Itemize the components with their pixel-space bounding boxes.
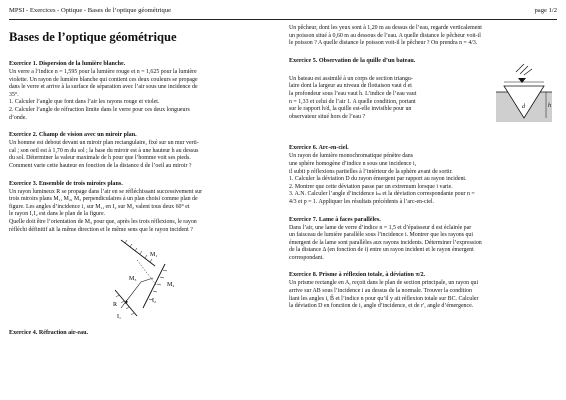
text-line: Un bateau est assimilé à un corps de section triangu- bbox=[289, 75, 413, 82]
mirror-m1-hatching bbox=[125, 240, 152, 262]
exercise-title: Exercice 1. Dispersion de la lumière blanche. bbox=[9, 61, 126, 67]
text-line: 3. A.N. Calculer l’angle d’incidence iₘ et la déviation correspondante pour n = bbox=[289, 191, 475, 198]
label-h: h bbox=[548, 102, 551, 109]
light-ray-path bbox=[121, 278, 153, 308]
label-i2: I₂ bbox=[152, 298, 157, 305]
mirror-m2-hatching bbox=[149, 270, 167, 300]
page-number: page 1/2 bbox=[534, 7, 557, 14]
text-line: Un pêcheur, dont les yeux sont à 1,20 m au dessus de l’eau, regarde verticalement bbox=[289, 25, 482, 31]
text-line: un poisson situé à 0,60 m au dessous de l’eau. A quelle distance le pêcheur voit-il bbox=[289, 32, 481, 39]
document-title: Bases de l’optique géométrique bbox=[9, 30, 177, 44]
text-line: Comment varie cette hauteur en fonction de la distance d de l’oeil au miroir ? bbox=[9, 162, 192, 169]
exercise-title: Exercice 7. Lame à faces parallèles. bbox=[289, 216, 381, 223]
spacer bbox=[289, 130, 557, 144]
label-m3: M₃ bbox=[129, 276, 137, 283]
text-line: n = 1,33 et celui de l’air 1. A quelle condition, portant bbox=[289, 98, 416, 105]
right-column bbox=[289, 25, 557, 320]
exercise-title: Exercice 2. Champ de vision avec un miroir plan. bbox=[9, 132, 137, 139]
text-line: un faisceau de lumière parallèle sous l’incidence i. Montrer que les rayons qui bbox=[289, 232, 474, 239]
text-line: Un rayon lumineux R se propage dans l’air en se réfléchissant successivement sur bbox=[9, 188, 203, 195]
text-line: réfléchi définitif ait la même direction et le même sens que le rayon incident ? bbox=[9, 226, 193, 233]
text-line: 4/3 et p = 1. Appliquer les résultats précédents à l’arc-en-ciel. bbox=[289, 198, 434, 205]
exercise-body bbox=[9, 69, 279, 122]
text-line: Dans l’air, une lame de verre d’indice n = 1,5 et d’épaisseur d est éclairée par bbox=[289, 224, 472, 231]
exercise-4-continued bbox=[289, 25, 557, 48]
text-line: la profondeur sous l’eau vaut h. L’indice de l’eau vaut bbox=[289, 90, 417, 97]
text-line: dans le verre et arrive à la surface de séparation avec l’air sous une incidence de bbox=[9, 84, 198, 91]
exercise-1 bbox=[9, 60, 279, 122]
exercise-title: Exercice 8. Prisme à réflexion totale, à déviation π/2. bbox=[289, 272, 426, 279]
label-d: d bbox=[522, 103, 525, 110]
exercise-title: Exercice 3. Ensemble de trois miroirs plans. bbox=[9, 180, 123, 187]
header-course-title: MPSI - Exercices - Optique - Bases de l’optique géométrique bbox=[9, 7, 172, 14]
text-line: Quelle doit être l’orientation de M₃ pour que, après les trois réflexions, le rayon bbox=[9, 218, 197, 225]
exercise-3 bbox=[9, 180, 279, 321]
label-i1: I₁ bbox=[117, 314, 122, 321]
text-line: 2. Montrer que cette déviation passe par un extremum lorsque i varie. bbox=[289, 183, 453, 190]
text-line: la déviation D en fonction de i, angle d’incidence, et de r′, angle d’émergence. bbox=[289, 303, 474, 310]
text-line: violette. Un rayon de lumière blanche qui contient ces deux couleurs se propage bbox=[9, 76, 198, 83]
exercise-6 bbox=[289, 144, 557, 206]
text-line: correspondant. bbox=[289, 254, 324, 261]
exercise-5 bbox=[289, 57, 557, 122]
exercise-title: Exercice 4. Réfraction air-eau. bbox=[9, 330, 89, 337]
text-line: de la distance Δ (en fonction de i) entre un rayon incident et le rayon émergent bbox=[289, 247, 474, 254]
text-line: du sol. Déterminer la valeur maximale de h pour que l’homme voit ses pieds. bbox=[9, 155, 191, 162]
three-mirrors-figure bbox=[9, 234, 279, 320]
text-line: 1. Calculer la déviation D du rayon émergent par rapport au rayon incident. bbox=[289, 176, 467, 183]
text-line: Un verre a l’indice n = 1,595 pour la lumière rouge et n = 1,625 pour la lumière bbox=[9, 69, 197, 75]
label-r: R bbox=[113, 302, 118, 309]
text-line: figure. Les angles d’incidence i₁ sur M₁, en I₂ sur M₂ valent tous deux 60° et bbox=[9, 203, 190, 210]
exercise-8 bbox=[289, 271, 557, 310]
text-line: arrive sur AB sous l’incidence i au dessus de la normale. Trouver la condition bbox=[289, 288, 472, 295]
exercise-body bbox=[289, 225, 557, 263]
text-line: laire dont la largeur au niveau de flottaison vaut d et bbox=[289, 83, 412, 90]
exercise-2 bbox=[9, 131, 279, 170]
boat-keel-figure bbox=[494, 60, 554, 124]
text-line: il subit p réflexions partielles à l’intérieur de la sphère avant de sortir. bbox=[289, 168, 453, 175]
text-line: le rayon I₁I₂ est dans le plan de la figure. bbox=[9, 211, 106, 218]
text-line: 2. Calculer l’angle de réfraction limite dans le verre pour ces deux longueurs bbox=[9, 106, 190, 113]
text-line: 35°. bbox=[9, 91, 19, 98]
text-line: Un rayon de lumière monochromatique pénètre dans bbox=[289, 153, 413, 160]
eye-icon bbox=[516, 64, 532, 83]
text-line: observateur situé hors de l’eau ? bbox=[289, 113, 366, 120]
text-line: Un prisme rectangle en A, reçoit dans le plan de section principale, un rayon qui bbox=[289, 280, 479, 287]
label-m2: M₂ bbox=[167, 282, 175, 289]
exercise-7 bbox=[289, 216, 557, 263]
text-line: le poisson ? A quelle distance le poisson voit-il le pêcheur ? On prendra n = 4/3. bbox=[289, 40, 478, 47]
text-line: sur le rapport h/d, la quille est-elle invisible pour un bbox=[289, 106, 412, 113]
label-m1: M₁ bbox=[150, 252, 158, 259]
exercise-body bbox=[289, 280, 557, 310]
text-line: une sphère homogène d’indice n sous une incidence i, bbox=[289, 160, 417, 167]
exercise-title: Exercice 6. Arc-en-ciel. bbox=[289, 145, 349, 152]
page-header bbox=[9, 4, 557, 18]
text-line: 1. Calculer l’angle que font dans l’air les rayons rouge et violet. bbox=[9, 99, 160, 106]
text-line: d’onde. bbox=[9, 114, 27, 121]
text-line: liant les angles i, B̂ et l’indice n pour qu’il y ait réflexion totale sur BC. Calculer bbox=[289, 295, 479, 302]
text-line: Un homme est debout devant un miroir plan rectangulaire, fixé sur un mur verti- bbox=[9, 140, 199, 147]
text-line: cal ; son oeil est à 1,70 m du sol ; la base du miroir est à une hauteur h au dessus bbox=[9, 147, 199, 154]
normal-line bbox=[137, 260, 157, 286]
exercise-body bbox=[289, 153, 557, 206]
exercise-body bbox=[9, 189, 279, 235]
header-rule bbox=[9, 19, 557, 20]
exercise-body bbox=[289, 66, 557, 122]
exercise-4 bbox=[9, 329, 279, 337]
text-line: trois miroirs plans M₁, M₂, M₃ perpendiculaires à un plan choisi comme plan de bbox=[9, 196, 198, 203]
text-line: émergent de la lame sont parallèles aux rayons incidents. Déterminer l’expression bbox=[289, 239, 482, 246]
exercise-body bbox=[9, 140, 279, 170]
mirror-m3-hatching bbox=[116, 295, 134, 315]
exercise-title: Exercice 5. Observation de la quille d’un bateau. bbox=[289, 57, 416, 64]
left-column bbox=[9, 25, 279, 346]
